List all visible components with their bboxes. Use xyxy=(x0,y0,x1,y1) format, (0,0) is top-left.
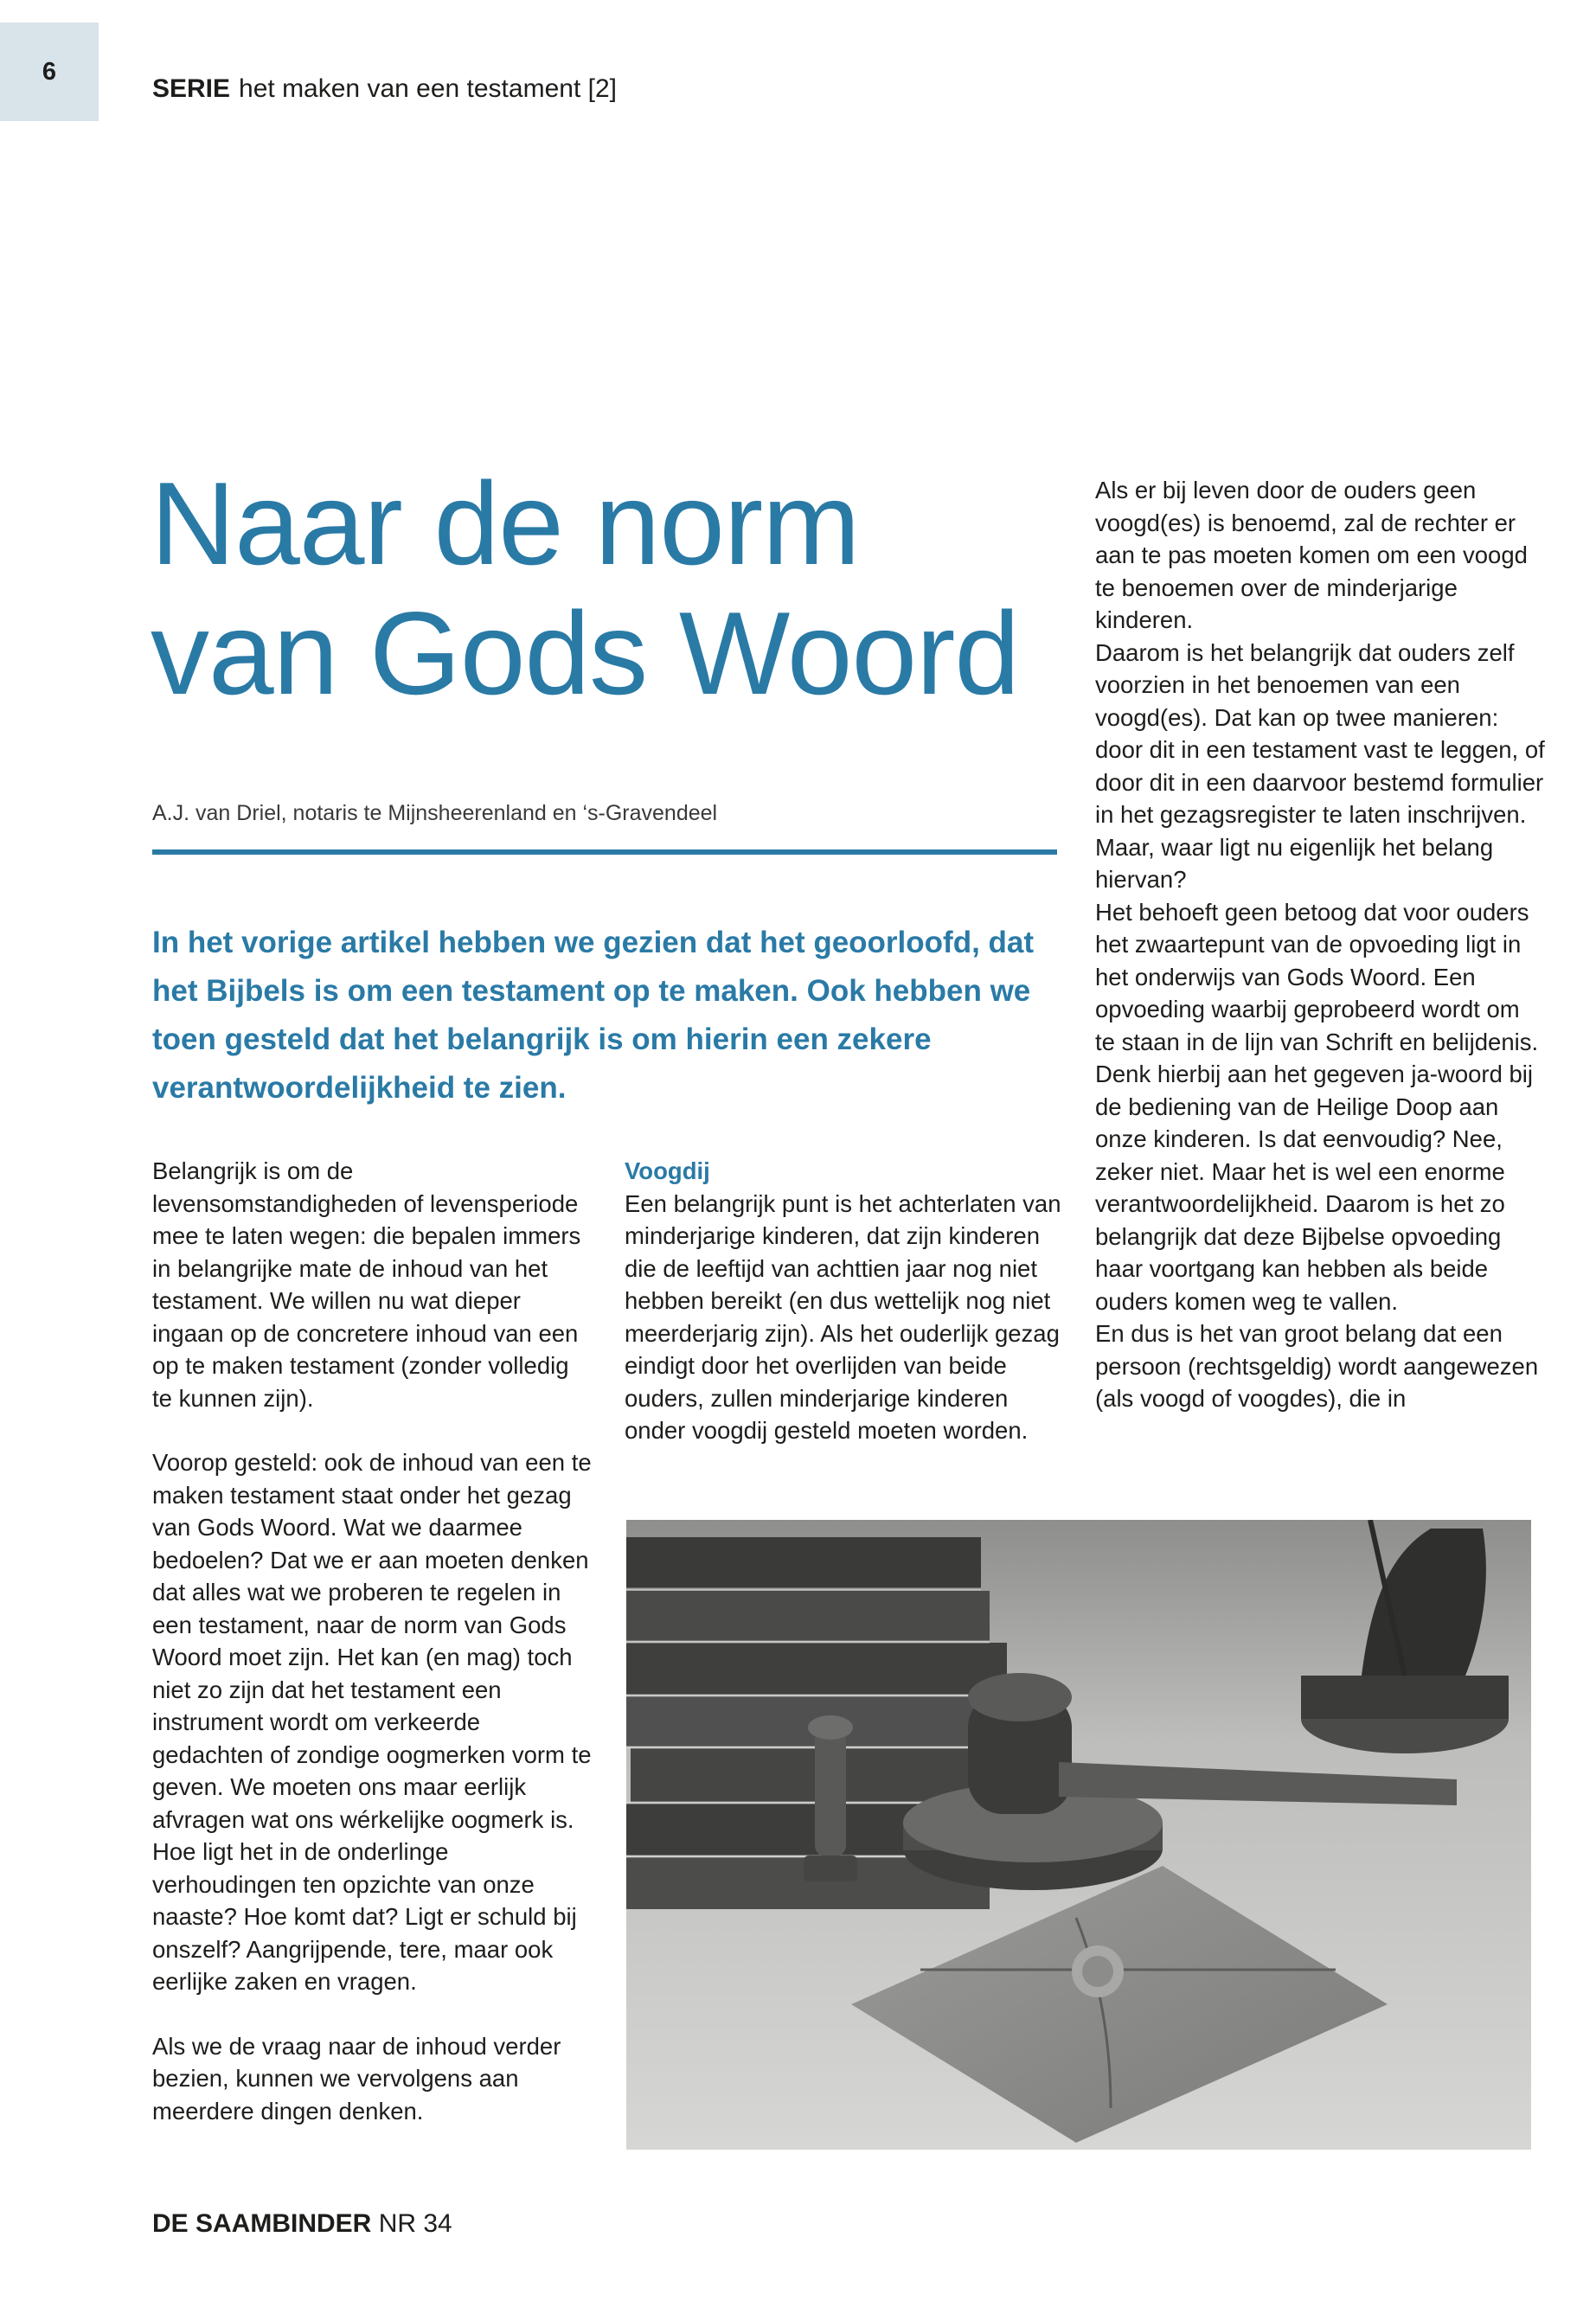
serie-title: het maken van een testament [2] xyxy=(239,74,617,103)
body-paragraph: Een belangrijk punt is het achterlaten van minderjarige kinderen, dat zijn kinderen die de leeftijd van achttien jaar nog niet hebben bereikt (en dus wettelijk nog niet meerderjarig zijn). Als het ouderlijk gezag eindigt door het overlijden van beide ouders, zullen minderjarige kinderen onder voogdij gesteld moeten worden. xyxy=(625,1189,1061,1444)
body-paragraph: Het behoeft geen betoog dat voor ouders het zwaartepunt van de opvoeding ligt in het onderwijs van Gods Woord. Een opvoeding waarbij geprobeerd wordt om te staan in de lijn van Schrift en belijdenis. Denk hierbij aan het gegeven ja-woord bij de bediening van de Heilige Doop aan onze kinderen. Is dat eenvoudig? Nee, zeker niet. Maar het is wel een enorme verantwoordelijkheid. Daarom is het zo belangrijk dat deze Bijbelse opvoeding haar voortgang kan hebben als beide ouders komen weg te vallen. xyxy=(1095,898,1539,1315)
page-number: 6 xyxy=(0,22,99,121)
author-byline: A.J. van Driel, notaris te Mijnsheerenland en ‘s-Gravendeel xyxy=(152,801,718,825)
gavel-books-envelope-illustration xyxy=(626,1520,1531,2150)
section-heading-voogdij: Voogdij xyxy=(625,1157,710,1184)
text-column-3 xyxy=(1095,474,1545,1415)
running-header xyxy=(152,74,617,104)
body-paragraph: Daarom is het belangrijk dat ouders zelf voorzien in het benoemen van een voogd(es). Dat kan op twee manieren: door dit in een testament vast te leggen, of door dit in een daarvoor bestemd formulier in het gezagsregister te laten inschrijven. Maar, waar ligt nu eigenlijk het belang hiervan? xyxy=(1095,638,1545,893)
body-paragraph: Belangrijk is om de levensomstandigheden of levensperiode mee te laten wegen: die bepalen immers in belangrijke mate de inhoud van het testament. We willen nu wat dieper ingaan op de concretere inhoud van een op te maken testament (zonder volledig te kunnen zijn). xyxy=(152,1157,581,1412)
title-line-1: Naar de norm xyxy=(151,458,860,589)
title-line-2: van Gods Woord xyxy=(151,587,1020,719)
page-footer xyxy=(152,2209,452,2239)
title-divider xyxy=(152,849,1057,855)
lead-paragraph: In het vorige artikel hebben we gezien dat het geoorloofd, dat het Bijbels is om een testament op te maken. Ook hebben we toen gesteld dat het belangrijk is om hierin een zekere verantwoordelijkheid te zien. xyxy=(152,926,1035,1105)
issue-number: NR 34 xyxy=(378,2209,452,2238)
article-photo xyxy=(626,1520,1531,2150)
magazine-name: DE SAAMBINDER xyxy=(152,2209,372,2238)
body-paragraph: Voorop gesteld: ook de inhoud van een te maken testament staat onder het gezag van Gods Woord. Wat we daarmee bedoelen? Dat we er aan moeten denken dat alles wat we proberen te regelen in een testament, naar de norm van Gods Woord moet zijn. Het kan (en mag) toch niet zo zijn dat het testament een instrument wordt om verkeerde gedachten of zondige oogmerken vorm te geven. We moeten ons maar eerlijk afvragen wat ons wérkelijke oogmerk is. Hoe ligt het in de onderlinge verhoudingen ten opzichte van onze naaste? Hoe komt dat? Ligt er schuld bij onszelf? Aangrijpende, tere, maar ook eerlijke zaken en vragen. xyxy=(152,1449,592,1995)
text-column-1 xyxy=(152,1155,593,2127)
body-paragraph: En dus is het van groot belang dat een persoon (rechtsgeldig) wordt aangewezen (als voogd of voogdes), die in xyxy=(1095,1320,1539,1412)
serie-label: SERIE xyxy=(152,74,231,103)
article-title xyxy=(151,458,1059,718)
body-paragraph: Als we de vraag naar de inhoud verder bezien, kunnen we vervolgens aan meerdere dingen denken. xyxy=(152,2032,561,2125)
body-paragraph: Als er bij leven door de ouders geen voogd(es) is benoemd, zal de rechter er aan te pas moeten komen om een voogd te benoemen over de minderjarige kinderen. xyxy=(1095,477,1528,633)
text-column-2 xyxy=(625,1155,1066,1447)
